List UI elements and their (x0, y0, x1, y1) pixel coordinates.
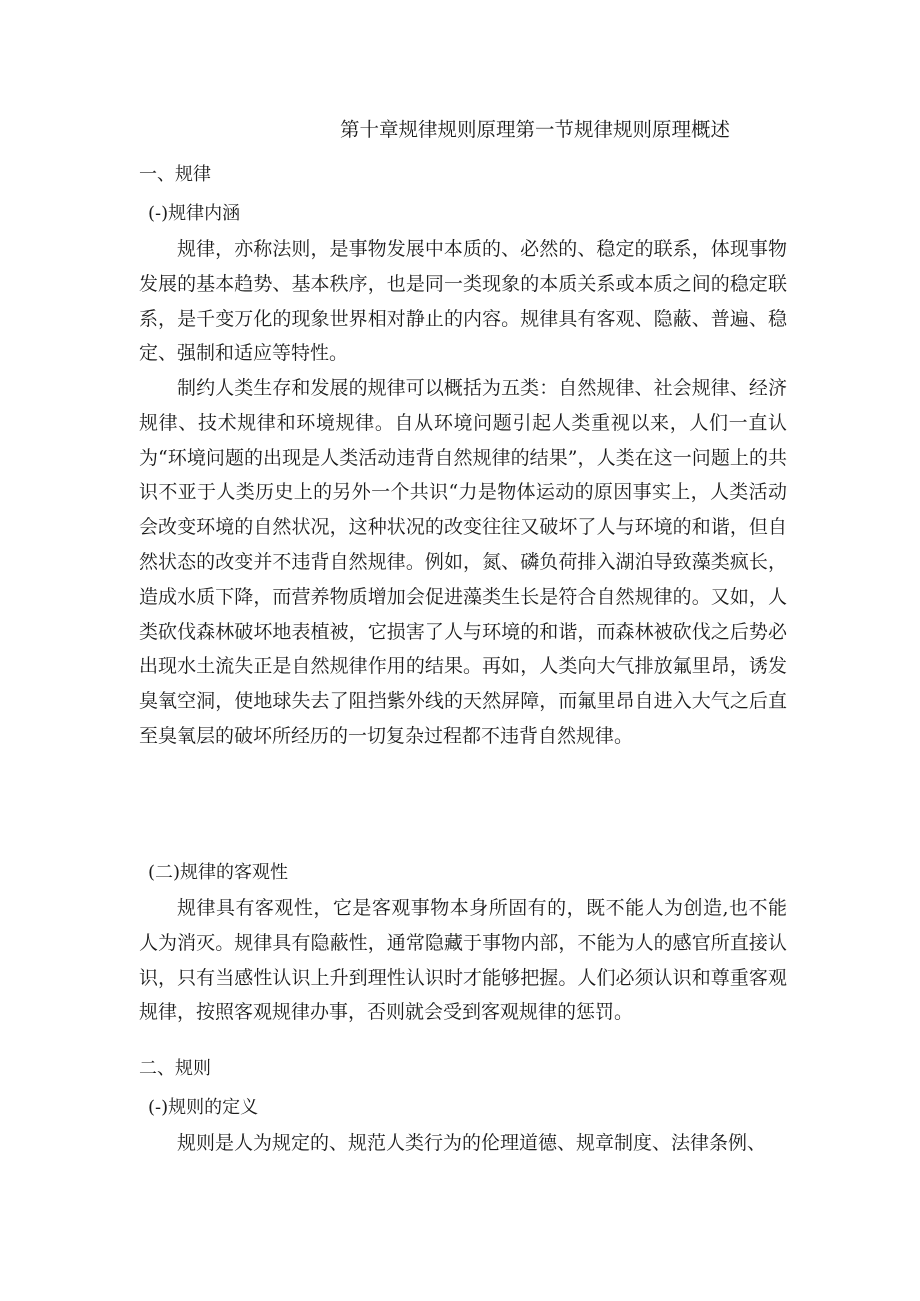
paragraph-law-categories: 制约人类生存和发展的规律可以概括为五类：自然规律、社会规律、经济规律、技术规律和环境规律。自从环境问题引起人类重视以来，人们一直认为“环境问题的出现是人类活动违背自然规律的结果”，人类在这一问题上的共识不亚于人类历史上的另外一个共识“力是物体运动的原因事实上，人类活动会改变环境的自然状况，这种状况的改变往往又破坏了人与环境的和谐，但自然状态的改变并不违背自然规律。例如，氮、磷负荷排入湖泊导致藻类疯长，造成水质下降，而营养物质增加会促进藻类生长是符合自然规律的。又如，人类砍伐森林破坏地表植被，它损害了人与环境的和谐，而森林被砍伐之后势必出现水土流失正是自然规律作用的结果。再如，人类向大气排放氟里昂，诱发臭氧空洞，使地球失去了阻挡紫外线的天然屏障，而氟里昂自进入大气之后直至臭氧层的破坏所经历的一切复杂过程都不违背自然规律。 (139, 377, 787, 747)
paragraph-law-definition: 规律，亦称法则，是事物发展中本质的、必然的、稳定的联系，体现事物发展的基本趋势、基本秩序，也是同一类现象的本质关系或本质之间的稳定联系，是千变万化的现象世界相对静止的内容。规律具有客观、隐蔽、普遍、稳定、强制和适应等特性。 (139, 238, 787, 365)
section-heading-rules: 二、规则 (139, 1058, 211, 1079)
paragraph-law-objectivity: 规律具有客观性，它是客观事物本身所固有的，既不能人为创造,也不能人为消灭。规律具有隐蔽性，通常隐藏于事物内部，不能为人的感官所直接认识，只有当感性认识上升到理性认识时才能够把握。人们必须认识和尊重客观规律，按照客观规律办事，否则就会受到客观规律的惩罚。 (139, 897, 787, 1024)
paragraph-rule-definition: 规则是人为规定的、规范人类行为的伦理道德、规章制度、法律条例、 (177, 1132, 767, 1154)
subsection-heading-rule-definition: (-)规则的定义 (148, 1097, 259, 1118)
subsection-heading-law-connotation: (-)规律内涵 (148, 203, 241, 224)
section-heading-laws: 一、规律 (139, 164, 211, 185)
subsection-heading-law-objectivity: (二)规律的客观性 (148, 862, 289, 883)
chapter-title: 第十章规律规则原理第一节规律规则原理概述 (340, 118, 731, 141)
